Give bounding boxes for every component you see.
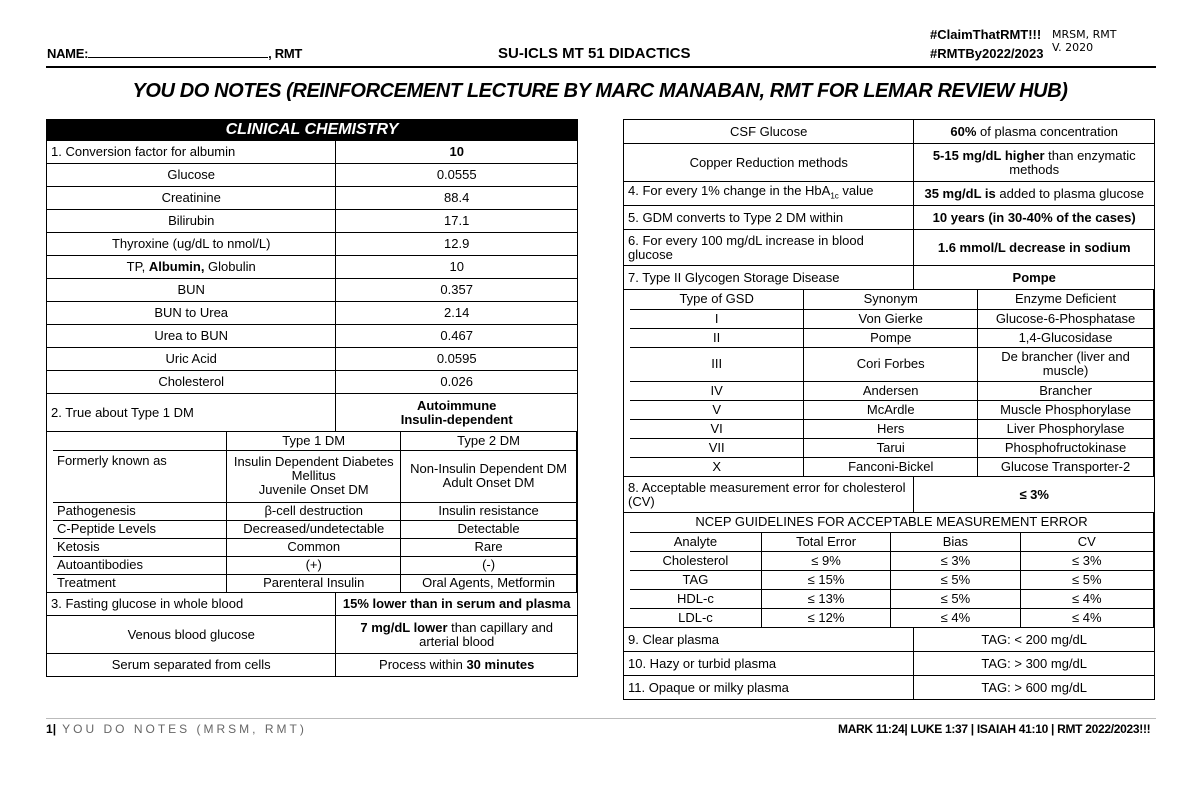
conversion-value: 88.4: [336, 187, 578, 210]
gsd-synonym: McArdle: [804, 400, 978, 419]
table-row: [47, 325, 578, 348]
gsd-type: VII: [630, 438, 804, 457]
q3-label: 3. Fasting glucose in whole blood: [47, 593, 336, 616]
serum-value: Process within 30 minutes: [336, 654, 578, 677]
serum-label: Serum separated from cells: [47, 654, 336, 677]
bias: ≤ 4%: [891, 608, 1020, 627]
q1-label: 1. Conversion factor for albumin: [47, 141, 336, 164]
table-row: [630, 381, 1154, 400]
handwritten-credit: [1052, 28, 1116, 54]
table-row: [53, 574, 577, 592]
cv: ≤ 5%: [1020, 570, 1153, 589]
q11-value: TAG: > 600 mg/dL: [914, 676, 1155, 700]
table-row: [630, 438, 1154, 457]
table-row: [630, 347, 1154, 381]
table-row: [630, 400, 1154, 419]
gsd-table: [630, 290, 1154, 476]
total-error: ≤ 12%: [761, 608, 890, 627]
conversion-name: Urea to BUN: [47, 325, 336, 348]
table-row: [47, 279, 578, 302]
total-error: ≤ 15%: [761, 570, 890, 589]
q8-label: 8. Acceptable measurement error for cholesterol (CV): [624, 477, 914, 513]
page-title: YOU DO NOTES (REINFORCEMENT LECTURE BY MARC MANABAN, RMT FOR LEMAR REVIEW HUB): [132, 80, 1068, 102]
conversion-name: Glucose: [47, 164, 336, 187]
table-row: [53, 520, 577, 538]
q9-value: TAG: < 200 mg/dL: [914, 628, 1155, 652]
table-row: [47, 256, 578, 279]
table-row: [53, 538, 577, 556]
venous-value: 7 mg/dL lower than capillary and arterial blood: [336, 616, 578, 654]
gsd-type: X: [630, 457, 804, 476]
analyte: LDL-c: [630, 608, 761, 627]
gsd-type: II: [630, 328, 804, 347]
conversion-name: BUN: [47, 279, 336, 302]
row-label: Autoantibodies: [53, 556, 227, 574]
cv: ≤ 3%: [1020, 551, 1153, 570]
col-bias: Bias: [891, 532, 1020, 551]
type2-value: (-): [401, 556, 577, 574]
table-row: [630, 589, 1154, 608]
csf-label: CSF Glucose: [624, 120, 914, 144]
total-error: ≤ 13%: [761, 589, 890, 608]
conversion-value: 0.0555: [336, 164, 578, 187]
q1-value: 10: [336, 141, 578, 164]
table-row: [53, 556, 577, 574]
ncep-table: [630, 513, 1154, 627]
q10-label: 10. Hazy or turbid plasma: [624, 652, 914, 676]
handwritten-author: MRSM, RMT: [1052, 28, 1117, 41]
table-row: [53, 450, 577, 502]
conversion-name: BUN to Urea: [47, 302, 336, 325]
gsd-synonym: Hers: [804, 419, 978, 438]
q8-value: ≤ 3%: [914, 477, 1155, 513]
conversion-value: 0.0595: [336, 348, 578, 371]
analyte: TAG: [630, 570, 761, 589]
q6-label: 6. For every 100 mg/dL increase in blood glucose: [624, 230, 914, 266]
conversion-name: TP, Albumin, Globulin: [47, 256, 336, 279]
table-row: [47, 210, 578, 233]
clinical-chemistry-table: [46, 119, 578, 677]
gsd-cell: [624, 290, 1155, 477]
gsd-enzyme: De brancher (liver and muscle): [978, 347, 1154, 381]
name-label: NAME:: [47, 46, 89, 61]
col-enzyme: Enzyme Deficient: [978, 290, 1154, 309]
table-row: [630, 419, 1154, 438]
col-type1: Type 1 DM: [227, 432, 401, 450]
course-title: SU-ICLS MT 51 DIDACTICS: [498, 45, 691, 62]
table-row: [630, 551, 1154, 570]
table-row: [47, 302, 578, 325]
table-header-row: [630, 290, 1154, 309]
q5-value: 10 years (in 30-40% of the cases): [914, 206, 1155, 230]
bias: ≤ 5%: [891, 570, 1020, 589]
table-row: [630, 457, 1154, 476]
q10-value: TAG: > 300 mg/dL: [914, 652, 1155, 676]
gsd-synonym: Von Gierke: [804, 309, 978, 328]
handwritten-version: V. 2020: [1052, 41, 1094, 54]
table-row: [53, 502, 577, 520]
gsd-enzyme: 1,4-Glucosidase: [978, 328, 1154, 347]
dm-comparison-cell: [47, 432, 578, 593]
gsd-type: VI: [630, 419, 804, 438]
type2-value: Non-Insulin Dependent DM Adult Onset DM: [401, 450, 577, 502]
col-analyte: Analyte: [630, 532, 761, 551]
q4-label: 4. For every 1% change in the HbA$_{1c}$ value: [624, 182, 914, 206]
col-synonym: Synonym: [804, 290, 978, 309]
right-notes-table: [623, 119, 1155, 700]
type2-value: Insulin resistance: [401, 502, 577, 520]
table-row: [630, 328, 1154, 347]
type1-value: (+): [227, 556, 401, 574]
col-type: Type of GSD: [630, 290, 804, 309]
gsd-synonym: Tarui: [804, 438, 978, 457]
hashtag-claim: #ClaimThatRMT!!!: [930, 27, 1042, 42]
footer-left: 1| YOU DO NOTES (MRSM, RMT): [46, 722, 307, 736]
name-field-label: [47, 46, 302, 61]
footer-divider: [46, 718, 1156, 719]
conversion-name: Uric Acid: [47, 348, 336, 371]
conversion-name: Creatinine: [47, 187, 336, 210]
row-label: Ketosis: [53, 538, 227, 556]
total-error: ≤ 9%: [761, 551, 890, 570]
table-header-row: [630, 532, 1154, 551]
cv: ≤ 4%: [1020, 589, 1153, 608]
gsd-enzyme: Muscle Phosphorylase: [978, 400, 1154, 419]
gsd-enzyme: Phosphofructokinase: [978, 438, 1154, 457]
gsd-type: I: [630, 309, 804, 328]
row-label: C-Peptide Levels: [53, 520, 227, 538]
table-row: [47, 348, 578, 371]
row-label: Pathogenesis: [53, 502, 227, 520]
analyte: Cholesterol: [630, 551, 761, 570]
name-suffix: , RMT: [268, 46, 302, 61]
q9-label: 9. Clear plasma: [624, 628, 914, 652]
conversion-value: 0.026: [336, 371, 578, 394]
conversion-name: Thyroxine (ug/dL to nmol/L): [47, 233, 336, 256]
type1-value: β-cell destruction: [227, 502, 401, 520]
bias: ≤ 5%: [891, 589, 1020, 608]
gsd-type: III: [630, 347, 804, 381]
type2-value: Rare: [401, 538, 577, 556]
conversion-value: 10: [336, 256, 578, 279]
conversion-value: 17.1: [336, 210, 578, 233]
venous-label: Venous blood glucose: [47, 616, 336, 654]
gsd-enzyme: Glucose Transporter-2: [978, 457, 1154, 476]
cv: ≤ 4%: [1020, 608, 1153, 627]
bias: ≤ 3%: [891, 551, 1020, 570]
q3-value: 15% lower than in serum and plasma: [336, 593, 578, 616]
q7-value: Pompe: [914, 266, 1155, 290]
gsd-type: V: [630, 400, 804, 419]
gsd-synonym: Fanconi-Bickel: [804, 457, 978, 476]
type1-value: Decreased/undetectable: [227, 520, 401, 538]
copper-label: Copper Reduction methods: [624, 144, 914, 182]
dm-comparison-table: [53, 432, 577, 592]
footer-notes-label: YOU DO NOTES (MRSM, RMT): [62, 722, 307, 736]
footer-verses: MARK 11:24| LUKE 1:37 | ISAIAH 41:10 | RMT 2022/2023!!!: [838, 722, 1151, 736]
gsd-synonym: Andersen: [804, 381, 978, 400]
conversion-value: 12.9: [336, 233, 578, 256]
type2-value: Oral Agents, Metformin: [401, 574, 577, 592]
q6-value: 1.6 mmol/L decrease in sodium: [914, 230, 1155, 266]
conversion-value: 0.357: [336, 279, 578, 302]
conversion-value: 2.14: [336, 302, 578, 325]
row-label: Treatment: [53, 574, 227, 592]
table-row: [630, 570, 1154, 589]
csf-value: 60% of plasma concentration: [914, 120, 1155, 144]
section-heading: CLINICAL CHEMISTRY: [47, 120, 578, 141]
gsd-enzyme: Brancher: [978, 381, 1154, 400]
table-row: [47, 233, 578, 256]
gsd-synonym: Cori Forbes: [804, 347, 978, 381]
gsd-enzyme: Glucose-6-Phosphatase: [978, 309, 1154, 328]
q11-label: 11. Opaque or milky plasma: [624, 676, 914, 700]
q2-label: 2. True about Type 1 DM: [47, 394, 336, 432]
hashtag-rmt: #RMTBy2022/2023: [930, 46, 1044, 61]
table-row: [47, 371, 578, 394]
ncep-cell: [624, 513, 1155, 628]
conversion-name: Cholesterol: [47, 371, 336, 394]
type1-value: Common: [227, 538, 401, 556]
q5-label: 5. GDM converts to Type 2 DM within: [624, 206, 914, 230]
col-type2: Type 2 DM: [401, 432, 577, 450]
gsd-synonym: Pompe: [804, 328, 978, 347]
name-blank-line: [88, 47, 268, 58]
page-number: 1: [46, 722, 53, 736]
conversion-value: 0.467: [336, 325, 578, 348]
table-header-row: [53, 432, 577, 450]
hashtags: [930, 25, 1043, 63]
col-total-error: Total Error: [761, 532, 890, 551]
ncep-title: NCEP GUIDELINES FOR ACCEPTABLE MEASUREMENT ERROR: [630, 513, 1154, 532]
table-row: [630, 608, 1154, 627]
conversion-name: Bilirubin: [47, 210, 336, 233]
gsd-type: IV: [630, 381, 804, 400]
type1-value: Insulin Dependent Diabetes Mellitus Juvenile Onset DM: [227, 450, 401, 502]
gsd-enzyme: Liver Phosphorylase: [978, 419, 1154, 438]
analyte: HDL-c: [630, 589, 761, 608]
q4-value: 35 mg/dL is added to plasma glucose: [914, 182, 1155, 206]
col-cv: CV: [1020, 532, 1153, 551]
table-row: [47, 164, 578, 187]
copper-value: 5-15 mg/dL higher than enzymatic methods: [914, 144, 1155, 182]
q2-answer: Autoimmune Insulin-dependent: [336, 394, 578, 432]
type1-value: Parenteral Insulin: [227, 574, 401, 592]
table-row: [630, 309, 1154, 328]
row-label: Formerly known as: [53, 450, 227, 502]
header-divider: [46, 66, 1156, 68]
table-row: [47, 187, 578, 210]
q7-label: 7. Type II Glycogen Storage Disease: [624, 266, 914, 290]
type2-value: Detectable: [401, 520, 577, 538]
